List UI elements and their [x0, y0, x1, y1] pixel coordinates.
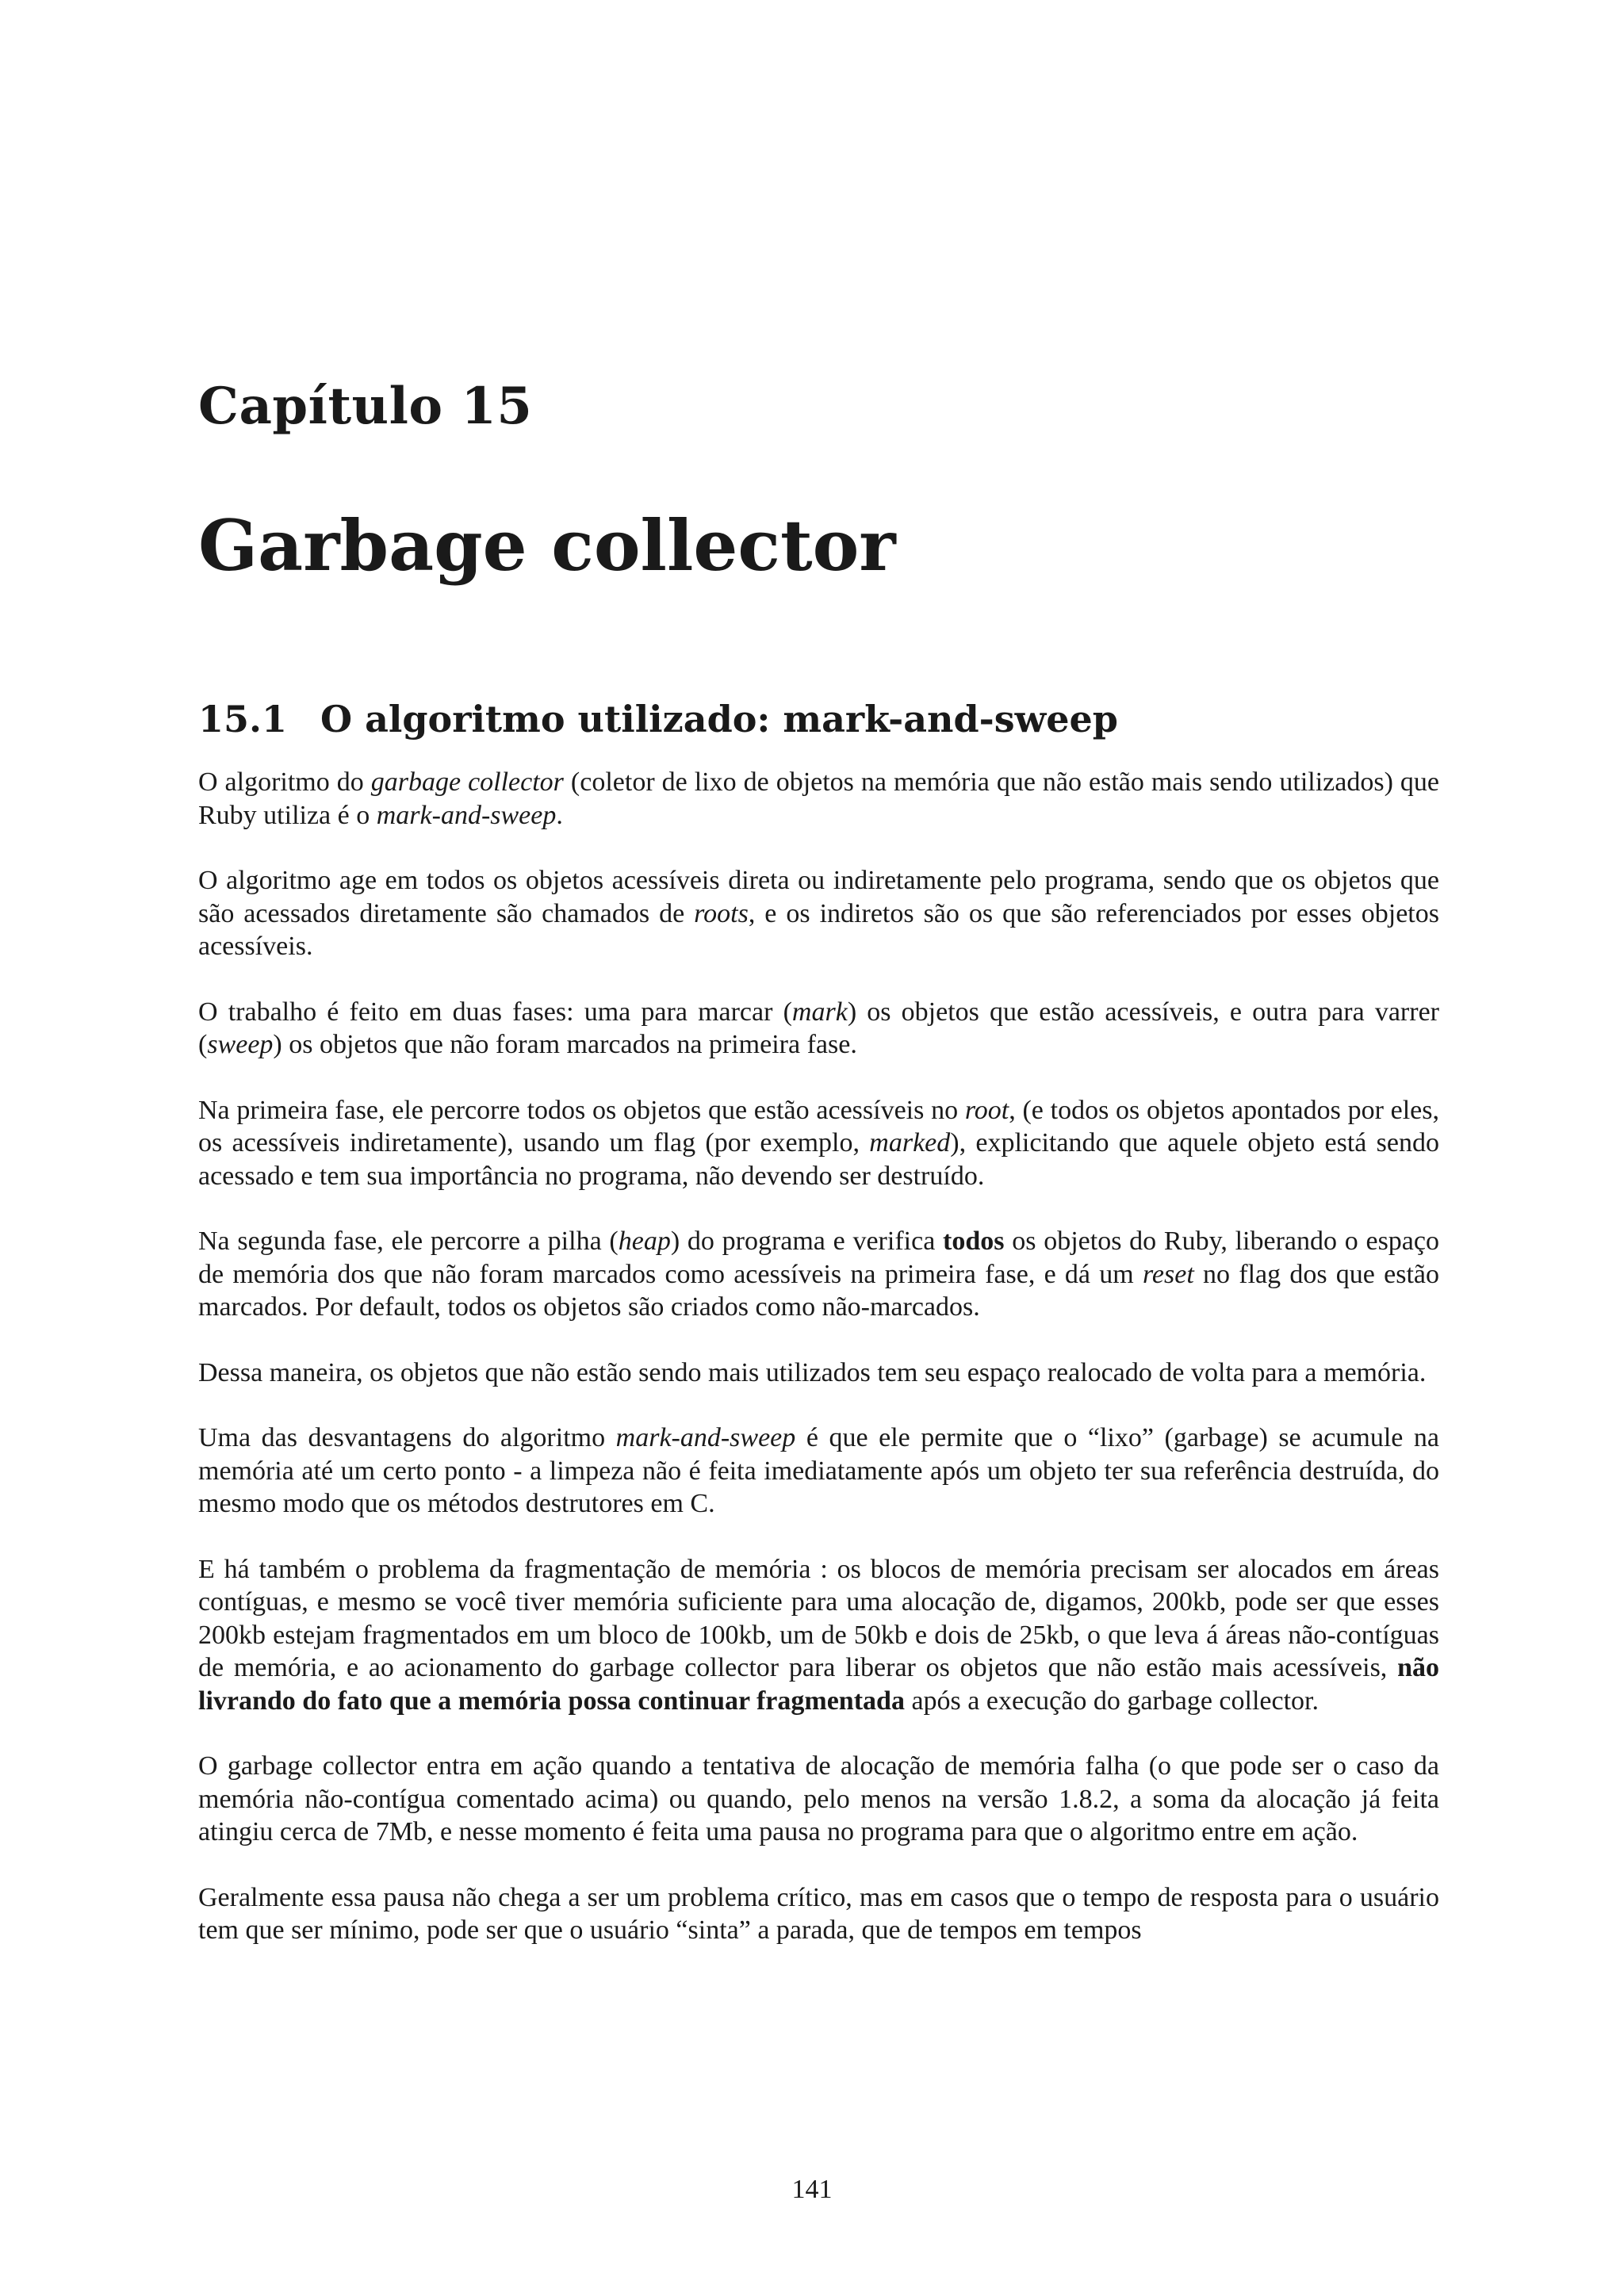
text-run: ), explicitando que aquele objeto está sendo acessado e tem sua importância no programa, não devendo ser destruído.	[198, 1128, 1439, 1191]
italic-term: mark-and-sweep	[615, 1423, 796, 1452]
italic-term: garbage collector	[370, 767, 564, 797]
paragraph-5	[198, 1225, 1439, 1324]
text-run: Dessa maneira, os objetos que não estão sendo mais utilizados tem seu espaço realocado de volta para a memória.	[198, 1357, 1427, 1387]
text-run: O garbage collector entra em ação quando a tentativa de alocação de memória falha (o que pode ser o caso da memória não-contígua comentado acima) ou quando, pelo menos na versão 1.8.2, a soma da alocação já feita atingiu cerca de 7Mb, e nesse momento é feita uma pausa no programa para que o algoritmo entre em ação.	[198, 1751, 1439, 1846]
text-run: .	[556, 800, 563, 830]
text-run: E há também o problema da fragmentação de memória : os blocos de memória precisam ser alocados em áreas contíguas, e mesmo se você tiver memória suficiente para uma alocação de, digamos, 200kb, pode ser que esses 200kb estejam fragmentados em um bloco de 100kb, um de 50kb e dois de 25kb, o que leva á áreas não-contíguas de memória, e ao acionamento do garbage collector para liberar os objetos que não estão mais acessíveis,	[198, 1554, 1439, 1682]
italic-term: root	[964, 1095, 1009, 1125]
chapter-label: Capítulo 15	[198, 377, 533, 436]
paragraph-10	[198, 1881, 1439, 1947]
text-run: Na primeira fase, ele percorre todos os objetos que estão acessíveis no	[198, 1095, 965, 1125]
text-run: ) do programa e verifica	[670, 1226, 944, 1256]
text-run: O trabalho é feito em duas fases: uma para marcar (	[198, 997, 792, 1027]
paragraph-7	[198, 1422, 1439, 1521]
italic-term: sweep	[207, 1030, 274, 1059]
section-heading	[198, 698, 1118, 741]
text-run: ) os objetos que não foram marcados na primeira fase.	[273, 1030, 857, 1059]
paragraph-8	[198, 1553, 1439, 1718]
text-run: , e os indiretos são os que são referenciados por esses objetos acessíveis.	[198, 898, 1439, 961]
section-number: 15.1	[198, 698, 288, 740]
paragraph-3	[198, 996, 1439, 1062]
section-title: O algoritmo utilizado: mark-and-sweep	[320, 698, 1118, 740]
text-run: O algoritmo do	[198, 767, 371, 797]
paragraph-6	[198, 1357, 1439, 1390]
italic-term: roots	[694, 898, 749, 928]
text-run: (coletor de lixo de objetos na memória que não estão mais sendo utilizados) que Ruby utiliza é o	[198, 767, 1439, 830]
text-run: Geralmente essa pausa não chega a ser um problema crítico, mas em casos que o tempo de resposta para o usuário tem que ser mínimo, pode ser que o usuário “sinta” a parada, que de tempos em tempos	[198, 1882, 1439, 1945]
paragraph-2	[198, 864, 1439, 963]
italic-term: reset	[1142, 1259, 1194, 1289]
text-run: O algoritmo age em todos os objetos acessíveis direta ou indiretamente pelo programa, sendo que os objetos que são acessados diretamente são chamados de	[198, 866, 1439, 928]
body-text	[198, 766, 1439, 1947]
italic-term: heap	[618, 1226, 671, 1256]
text-run: é que ele permite que o “lixo” (garbage) se acumule na memória até um certo ponto - a limpeza não é feita imediatamente após um objeto ter sua referência destruída, do mesmo modo que os métodos destrutores em C.	[198, 1423, 1439, 1518]
paragraph-4	[198, 1094, 1439, 1193]
bold-term: todos	[943, 1226, 1005, 1256]
text-run: no flag dos que estão marcados. Por default, todos os objetos são criados como não-marcados.	[198, 1259, 1439, 1322]
chapter-title: Garbage collector	[198, 504, 896, 587]
text-run: ) os objetos que estão acessíveis, e outra para varrer (	[198, 997, 1439, 1059]
italic-term: mark-and-sweep	[376, 800, 557, 830]
italic-term: marked	[869, 1128, 951, 1158]
italic-term: mark	[791, 997, 848, 1027]
paragraph-9	[198, 1750, 1439, 1849]
text-run: os objetos do Ruby, liberando o espaço de memória dos que não foram marcados como acessíveis na primeira fase, e dá um	[198, 1226, 1439, 1289]
paragraph-1	[198, 766, 1439, 832]
bold-phrase: não livrando do fato que a memória possa continuar fragmentada	[198, 1653, 1439, 1716]
text-run: após a execução do garbage collector.	[904, 1686, 1319, 1716]
text-run: , (e todos os objetos apontados por eles, os acessíveis indiretamente), usando um flag (por exemplo,	[198, 1095, 1440, 1158]
text-run: Uma das desvantagens do algoritmo	[198, 1423, 616, 1452]
page-number: 141	[791, 2175, 833, 2204]
text-run: Na segunda fase, ele percorre a pilha (	[198, 1226, 619, 1256]
